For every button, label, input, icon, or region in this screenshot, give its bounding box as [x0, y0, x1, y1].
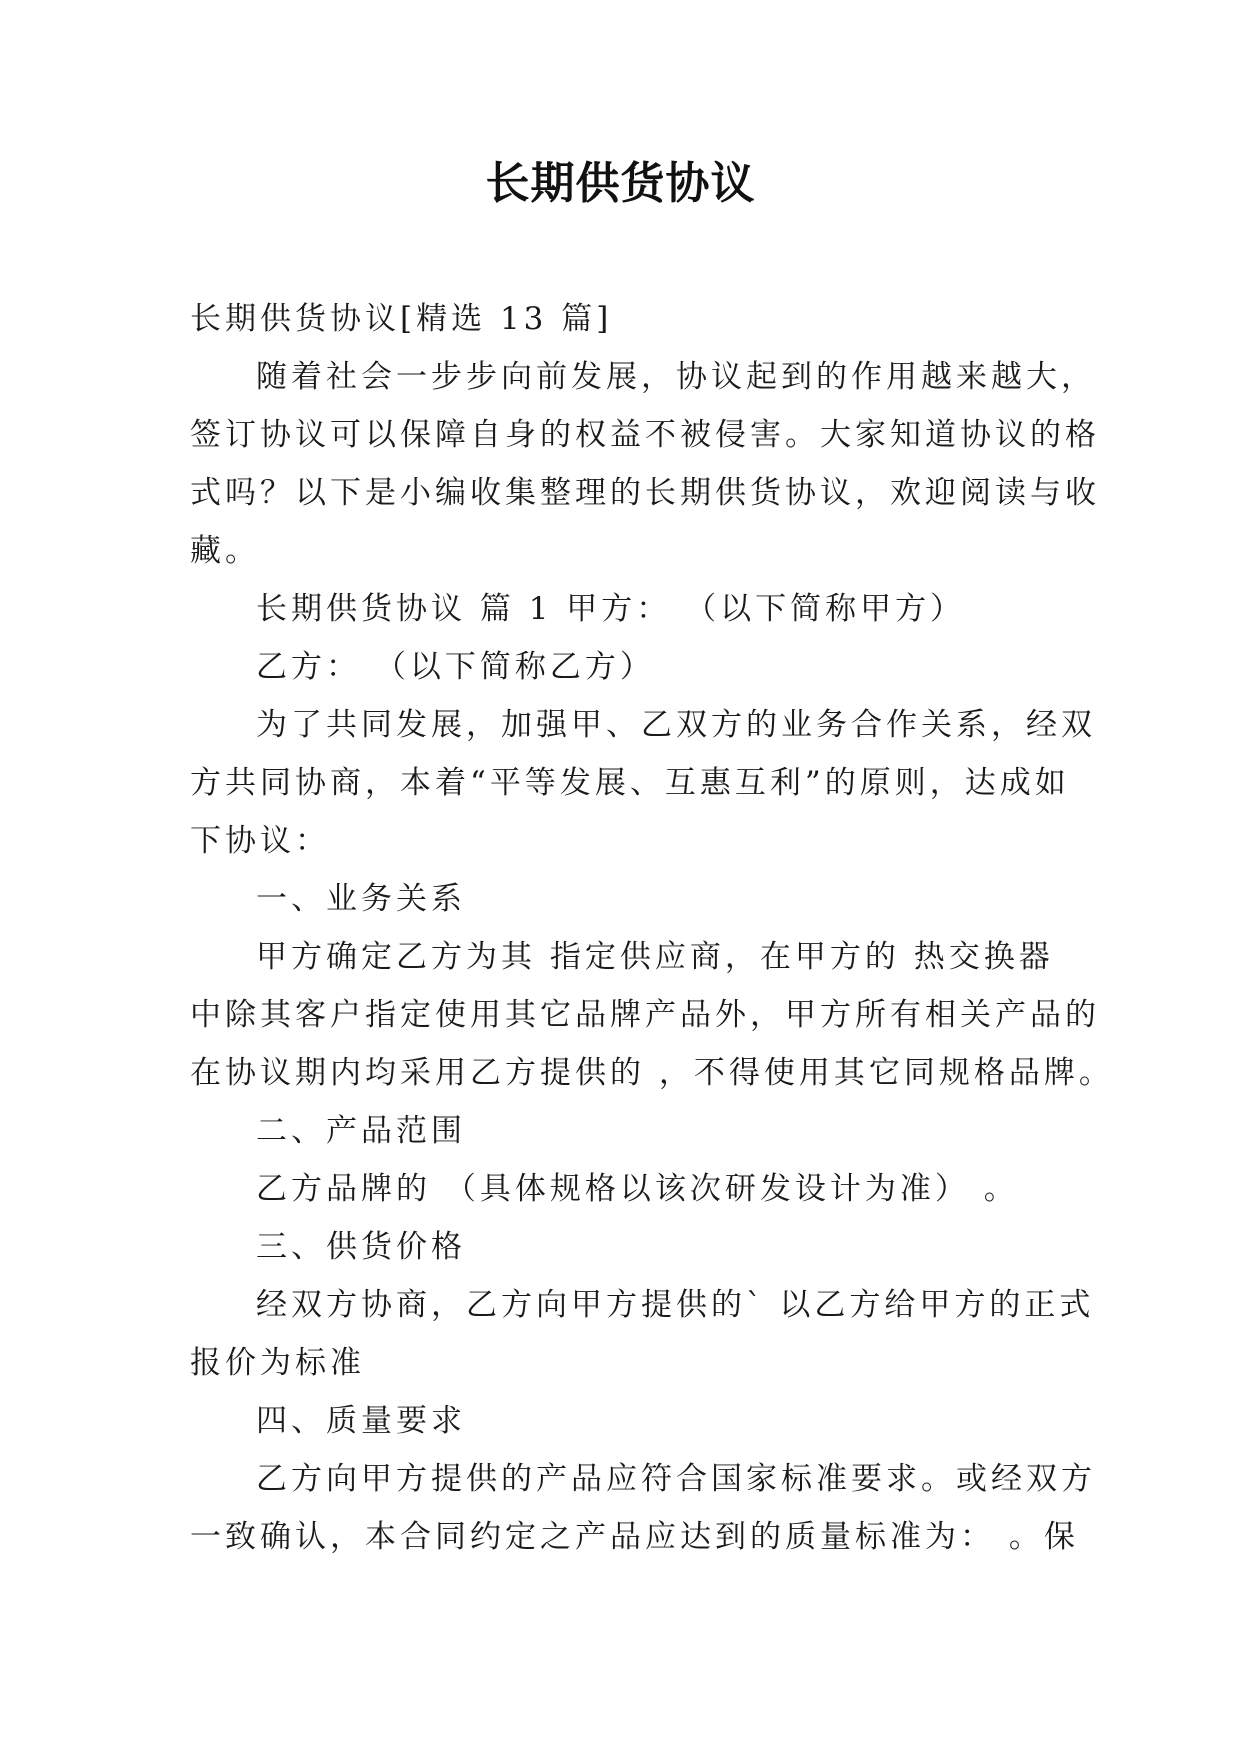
- paragraph-line: 式吗？以下是小编收集整理的长期供货协议，欢迎阅读与收: [190, 475, 1100, 511]
- paragraph-line: 一致确认，本合同约定之产品应达到的质量标准为： 。保: [190, 1519, 1079, 1555]
- section-heading-products: 二、产品范围: [256, 1113, 466, 1149]
- document-title: 长期供货协议: [485, 158, 756, 209]
- paragraph-line: 随着社会一步步向前发展，协议起到的作用越来越大，: [256, 359, 1096, 395]
- section-heading-quality: 四、质量要求: [256, 1403, 466, 1439]
- section-heading-price: 三、供货价格: [256, 1229, 466, 1265]
- paragraph-line: 为了共同发展，加强甲、乙双方的业务合作关系，经双: [256, 707, 1096, 743]
- paragraph-line: 乙方向甲方提供的产品应符合国家标准要求。或经双方: [256, 1461, 1096, 1497]
- paragraph-line: 签订协议可以保障自身的权益不被侵害。大家知道协议的格: [190, 417, 1100, 453]
- subtitle-line: 长期供货协议[精选 13 篇]: [190, 301, 613, 337]
- paragraph-line: 报价为标准: [190, 1345, 365, 1381]
- paragraph-line: 下协议：: [190, 823, 330, 859]
- paragraph-line: 甲方确定乙方为其 指定供应商，在甲方的 热交换器: [256, 939, 1054, 975]
- paragraph-line: 方共同协商，本着“平等发展、互惠互利”的原则，达成如: [190, 765, 1070, 801]
- section-heading-business: 一、业务关系: [256, 881, 466, 917]
- paragraph-line: 经双方协商，乙方向甲方提供的` 以乙方给甲方的正式: [256, 1287, 1095, 1323]
- paragraph-line: 在协议期内均采用乙方提供的 ，不得使用其它同规格品牌。: [190, 1055, 1114, 1091]
- party-b-line: 乙方： （以下简称乙方）: [256, 649, 655, 685]
- paragraph-line: 乙方品牌的 （具体规格以该次研发设计为准） 。: [256, 1171, 1019, 1207]
- party-a-line: 长期供货协议 篇 1 甲方： （以下简称甲方）: [256, 591, 966, 627]
- paragraph-line: 藏。: [190, 533, 260, 569]
- paragraph-line: 中除其客户指定使用其它品牌产品外，甲方所有相关产品的: [190, 997, 1100, 1033]
- document-body: [190, 290, 1114, 1566]
